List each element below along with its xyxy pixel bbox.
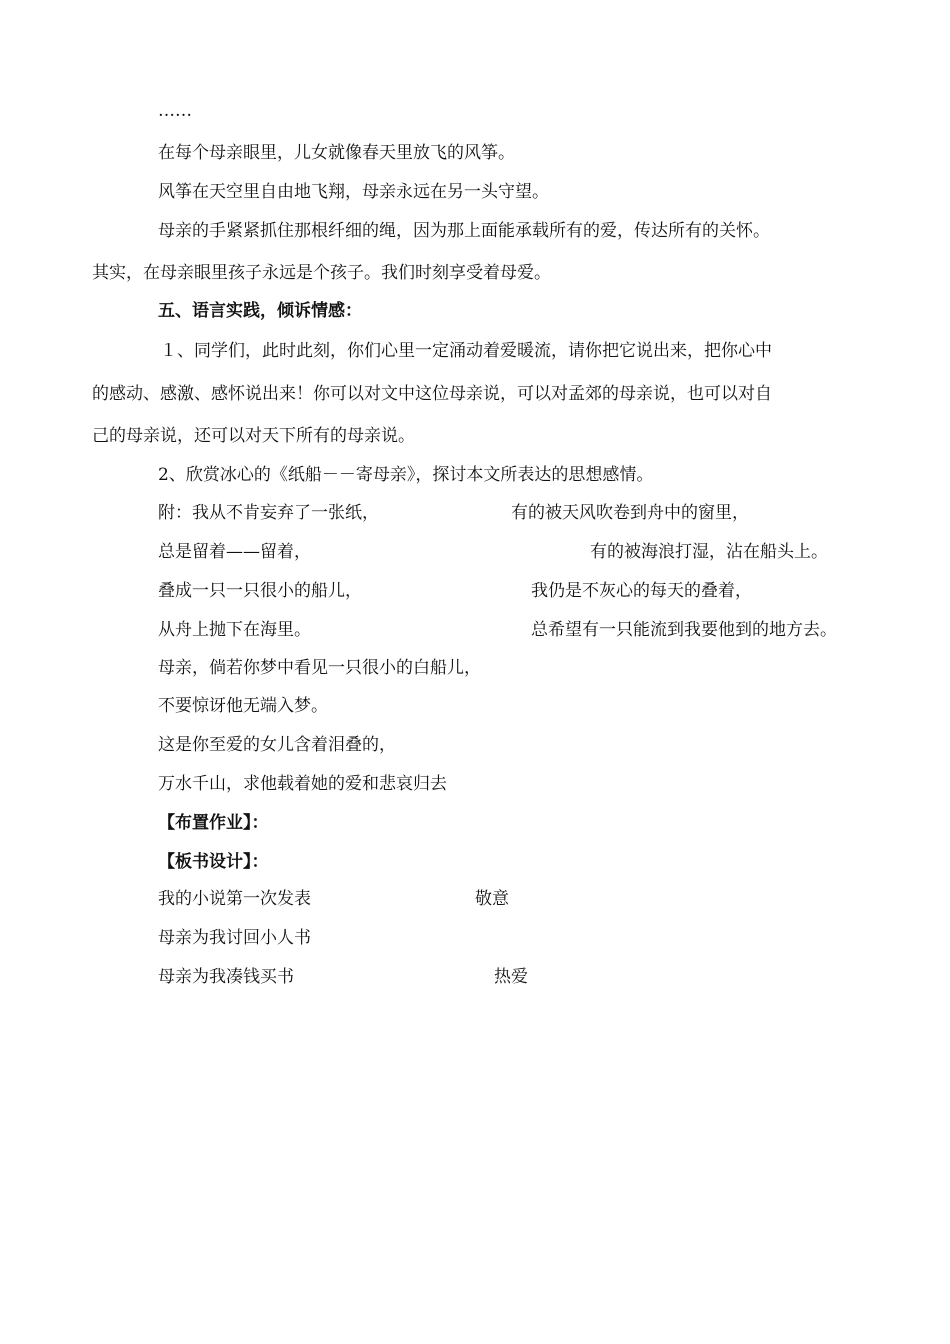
item-one-line1: １、同学们，此时此刻，你们心里一定涌动着爱暖流，请你把它说出来，把你心中 — [160, 341, 772, 361]
board-row-left: 母亲为我讨回小人书 — [158, 928, 311, 948]
poem-right-line: 总希望有一只能流到我要他到的地方去。 — [531, 620, 837, 640]
item-one-line2: 的感动、感激、感怀说出来！你可以对文中这位母亲说，可以对孟郊的母亲说，也可以对自 — [92, 384, 772, 404]
paragraph-kite-2: 风筝在天空里自由地飞翔，母亲永远在另一头守望。 — [158, 182, 549, 202]
section-five-heading: 五、语言实践，倾诉情感： — [158, 301, 362, 321]
poem-tail-line: 不要惊讶他无端入梦。 — [158, 696, 328, 716]
item-two: 2、欣赏冰心的《纸船－－寄母亲》，探讨本文所表达的思想感情。 — [158, 465, 654, 485]
homework-heading: 【布置作业】： — [158, 813, 269, 833]
poem-right-line: 有的被天风吹卷到舟中的窗里， — [511, 503, 749, 523]
poem-left-line: 叠成一只一只很小的船儿， — [158, 581, 362, 601]
poem-tail-line: 万水千山，求他载着她的爱和悲哀归去 — [158, 774, 447, 794]
paragraph-hands-line1: 母亲的手紧紧抓住那根纤细的绳，因为那上面能承载所有的爱，传达所有的关怀。 — [158, 221, 770, 241]
poem-tail-line: 母亲，倘若你梦中看见一只很小的白船儿， — [158, 658, 481, 678]
ellipsis-text: …… — [158, 101, 192, 121]
item-one-line3: 己的母亲说，还可以对天下所有的母亲说。 — [92, 426, 415, 446]
board-row-right: 敬意 — [475, 889, 509, 909]
poem-left-line: 附：我从不肯妄弃了一张纸， — [158, 503, 379, 523]
poem-left-line: 总是留着——留着， — [158, 542, 311, 562]
paragraph-kite-1: 在每个母亲眼里，儿女就像春天里放飞的风筝。 — [158, 143, 515, 163]
poem-right-line: 我仍是不灰心的每天的叠着， — [531, 581, 752, 601]
board-row-left: 我的小说第一次发表 — [158, 889, 311, 909]
paragraph-hands-line2: 其实，在母亲眼里孩子永远是个孩子。我们时刻享受着母爱。 — [92, 263, 551, 283]
poem-right-line: 有的被海浪打湿，沾在船头上。 — [590, 542, 828, 562]
board-design-heading: 【板书设计】： — [158, 852, 269, 872]
poem-tail-line: 这是你至爱的女儿含着泪叠的， — [158, 735, 396, 755]
board-row-left: 母亲为我凑钱买书 — [158, 967, 294, 987]
board-row-right: 热爱 — [494, 967, 528, 987]
poem-left-line: 从舟上抛下在海里。 — [158, 620, 311, 640]
